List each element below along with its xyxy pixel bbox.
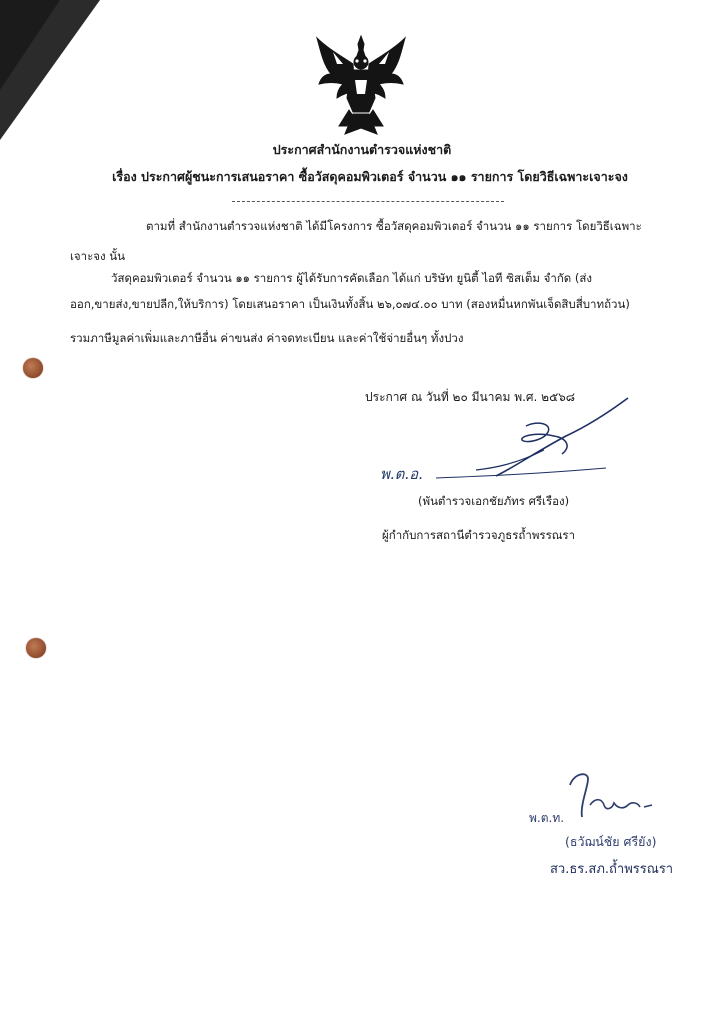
signer-position: ผู้กำกับการสถานีตำรวจภูธรถ้ำพรรณรา (382, 528, 576, 542)
initialing-position: สว.ธร.สภ.ถ้ำพรรณรา (550, 862, 674, 877)
initialing-rank: พ.ต.ท. (529, 811, 565, 825)
binder-hole (23, 358, 43, 378)
body-para2-line3: รวมภาษีมูลค่าเพิ่มและภาษีอื่น ค่าขนส่ง ค่าจดทะเบียน และค่าใช้จ่ายอื่นๆ ทั้งปวง (70, 331, 464, 345)
body-para1-line1: ตามที่ สำนักงานตำรวจแห่งชาติ ได้มีโครงการ ซื้อวัสดุคอมพิวเตอร์ จำนวน ๑๑ รายการ โดยวิธีเฉพาะ (146, 219, 642, 233)
dashed-divider (232, 201, 504, 202)
body-para1-line2: เจาะจง นั้น (70, 249, 126, 263)
binder-hole (26, 638, 46, 658)
body-para2-line1: วัสดุคอมพิวเตอร์ จำนวน ๑๑ รายการ ผู้ได้รับการคัดเลือก ได้แก่ บริษัท ยูนิตี้ ไอที ซิสเต็ม จำกัด (ส่ง (111, 271, 593, 285)
body-para2-line2: ออก,ขายส่ง,ขายปลีก,ให้บริการ) โดยเสนอราคา เป็นเงินทั้งสิ้น ๒๖,๐๗๔.๐๐ บาท (สองหมื่นหกพันเจ็ดสิบสี่บาทถ้วน) (70, 297, 630, 311)
scan-corner-shadow (0, 0, 100, 140)
announcement-subject: เรื่อง ประกาศผู้ชนะการเสนอราคา ซื้อวัสดุคอมพิวเตอร์ จำนวน ๑๑ รายการ โดยวิธีเฉพาะเจาะจง (112, 169, 628, 184)
announcement-title: ประกาศสำนักงานตำรวจแห่งชาติ (272, 142, 452, 157)
initialing-name: (ธวัฌน์ชัย ศรียัง) (565, 834, 657, 849)
signer-rank-initials: พ.ต.อ. (380, 465, 423, 483)
initialing-signature (560, 765, 660, 825)
garuda-emblem-icon (313, 34, 409, 138)
signer-name: (พันตำรวจเอกชัยภัทร ศรีเรือง) (418, 494, 570, 508)
announcement-date: ประกาศ ณ วันที่ ๒๐ มีนาคม พ.ศ. ๒๕๖๘ (365, 390, 576, 404)
